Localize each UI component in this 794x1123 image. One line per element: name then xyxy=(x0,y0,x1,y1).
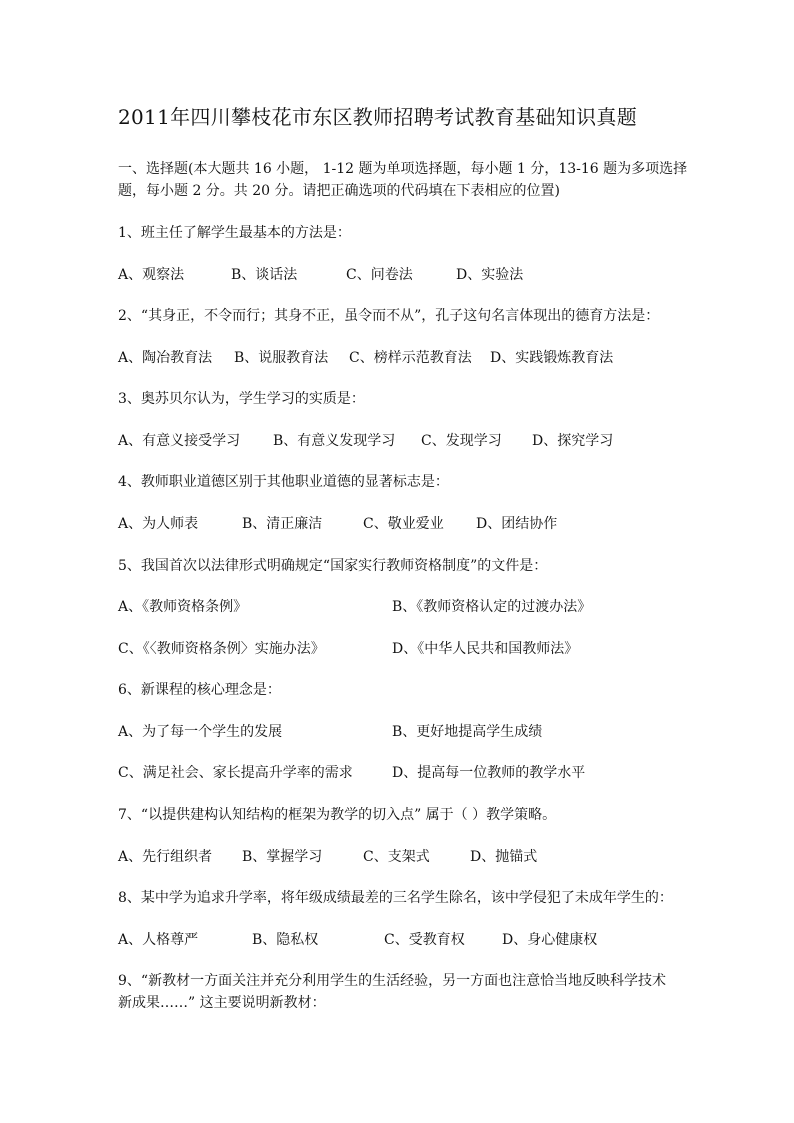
question-3-option-b: B、有意义发现学习 xyxy=(273,433,396,449)
question-6-option-a: A、为了每一个学生的发展 xyxy=(118,724,283,740)
question-2-option-d: D、实践锻炼教育法 xyxy=(490,350,614,366)
question-5-stem: 5、我国首次以法律形式明确规定“国家实行教师资格制度”的文件是： xyxy=(118,558,548,574)
question-8-option-d: D、身心健康权 xyxy=(502,932,598,948)
question-9-stem-line-1: 9、“新教材一方面关注并充分利用学生的生活经验，另一方面也注意恰当地反映科学技术 xyxy=(118,973,667,989)
question-5-option-a: A、《教师资格条例》 xyxy=(118,599,248,615)
question-2-option-a: A、陶冶教育法 xyxy=(118,350,213,366)
question-3-option-c: C、发现学习 xyxy=(421,433,502,449)
question-8-stem: 8、某中学为追求升学率，将年级成绩最差的三名学生除名，该中学侵犯了未成年学生的： xyxy=(118,890,673,906)
question-4-option-d: D、团结协作 xyxy=(476,516,558,532)
question-7-option-a: A、先行组织者 xyxy=(118,849,213,865)
question-8-option-b: B、隐私权 xyxy=(252,932,319,948)
question-2-option-c: C、榜样示范教育法 xyxy=(349,350,472,366)
question-3-stem: 3、奥苏贝尔认为，学生学习的实质是： xyxy=(118,391,365,407)
question-7-option-c: C、支架式 xyxy=(363,849,430,865)
question-2-option-b: B、说服教育法 xyxy=(234,350,329,366)
question-6-option-b: B、更好地提高学生成绩 xyxy=(392,724,543,740)
question-4-option-b: B、清正廉洁 xyxy=(242,516,323,532)
question-1-option-a: A、观察法 xyxy=(118,267,185,283)
question-9-stem-line-2: 新成果……” 这主要说明新教材： xyxy=(118,995,326,1011)
question-5-option-b: B、《教师资格认定的过渡办法》 xyxy=(392,599,592,615)
question-2-stem: 2、“其身正，不令而行；其身不正，虽令而不从”，孔子这句名言体现出的德育方法是： xyxy=(118,308,660,324)
question-6-stem: 6、新课程的核心理念是： xyxy=(118,682,281,698)
section-intro-line-2: 题，每小题 2 分。共 20 分。请把正确选项的代码填在下表相应的位置) xyxy=(118,183,560,199)
question-5-option-c: C、《〈教师资格条例〉实施办法》 xyxy=(118,641,325,657)
question-1-option-b: B、谈话法 xyxy=(231,267,298,283)
section-intro-line-1: 一、选择题(本大题共 16 小题， 1-12 题为单项选择题，每小题 1 分，13-16 题为多项选择 xyxy=(118,161,688,177)
question-6-option-d: D、提高每一位教师的教学水平 xyxy=(392,765,586,781)
question-7-stem: 7、“以提供建构认知结构的框架为教学的切入点” 属于（ ）教学策略。 xyxy=(118,807,557,823)
question-4-stem: 4、教师职业道德区别于其他职业道德的显著标志是： xyxy=(118,474,449,490)
question-4-option-a: A、为人师表 xyxy=(118,516,199,532)
question-4-option-c: C、敬业爱业 xyxy=(363,516,444,532)
question-7-option-b: B、掌握学习 xyxy=(242,849,323,865)
question-6-option-c: C、满足社会、家长提高升学率的需求 xyxy=(118,765,353,781)
page-title: 2011年四川攀枝花市东区教师招聘考试教育基础知识真题 xyxy=(118,105,637,129)
question-8-option-c: C、受教育权 xyxy=(384,932,465,948)
question-5-option-d: D、《中华人民共和国教师法》 xyxy=(392,641,579,657)
question-7-option-d: D、抛锚式 xyxy=(470,849,538,865)
question-1-option-c: C、问卷法 xyxy=(346,267,413,283)
question-3-option-a: A、有意义接受学习 xyxy=(118,433,241,449)
question-8-option-a: A、人格尊严 xyxy=(118,932,199,948)
question-3-option-d: D、探究学习 xyxy=(532,433,614,449)
document-page xyxy=(118,0,688,1123)
question-1-stem: 1、班主任了解学生最基本的方法是： xyxy=(118,225,351,241)
question-1-option-d: D、实验法 xyxy=(456,267,524,283)
